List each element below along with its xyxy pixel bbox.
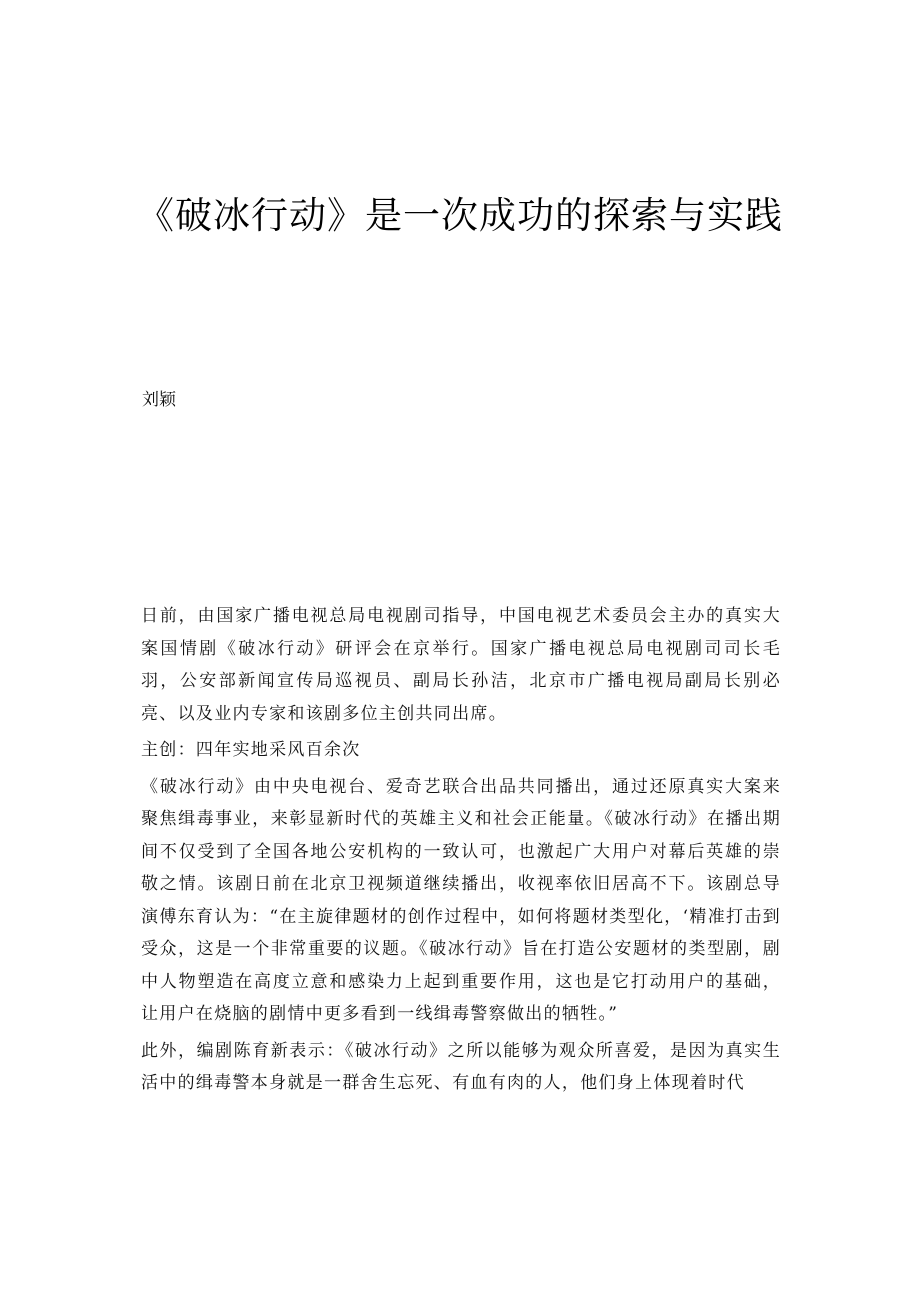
author-name: 刘颖 [142,390,176,410]
paragraph-main: 《破冰行动》由中央电视台、爱奇艺联合出品共同播出，通过还原真实大案来聚焦缉毒事业，来彰显新时代的英雄主义和社会正能量。《破冰行动》在播出期间不仅受到了全国各地公安机构的一致认可，也激起广大用户对幕后英雄的崇敬之情。该剧日前在北京卫视频道继续播出，收视率依旧居高不下。该剧总导演傅东育认为：“在主旋律题材的创作过程中，如何将题材类型化，‘精准打击到受众，这是一个非常重要的议题。《破冰行动》旨在打造公安题材的类型剧，剧中人物塑造在高度立意和感染力上起到重要作用，这也是它打动用户的基础，让用户在烧脑的剧情中更多看到一线缉毒警察做出的牺牲。” [141,776,781,1024]
document-title: 《破冰行动》是一次成功的探索与实践 [137,194,783,237]
paragraph-continued: 此外，编剧陈育新表示：《破冰行动》之所以能够为观众所喜爱，是因为真实生活中的缉毒警本身就是一群舍生忘死、有血有肉的人，他们身上体现着时代 [141,1040,781,1093]
paragraph-intro: 日前，由国家广播电视总局电视剧司指导，中国电视艺术委员会主办的真实大案国情剧《破冰行动》研评会在京举行。国家广播电视总局电视剧司司长毛羽，公安部新闻宣传局巡视员、副局长孙洁，北京市广播电视局副局长别必亮、以及业内专家和该剧多位主创共同出席。 [141,606,781,724]
article-body [141,600,781,1104]
section-heading: 主创：四年实地采风百余次 [141,740,361,760]
